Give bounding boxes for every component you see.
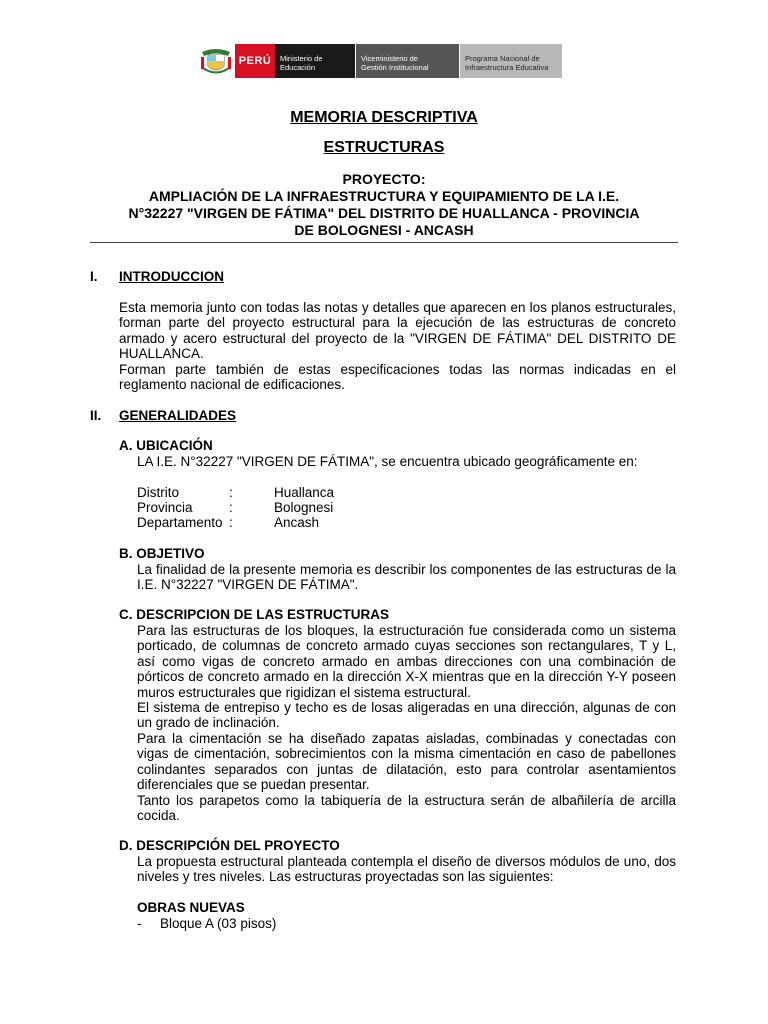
section-number: II.	[90, 408, 102, 423]
peru-brand: PERÚ	[235, 44, 275, 78]
estructuras-paragraph: El sistema de entrepiso y techo es de losas aligeradas en una dirección, algunas de con un grado de inclinación.	[137, 700, 676, 731]
location-label: Departamento	[137, 515, 223, 530]
section-title-introduccion: INTRODUCCION	[119, 269, 224, 284]
proyecto-text: La propuesta estructural planteada contempla el diseño de diversos módulos de uno, dos niveles y tres niveles. Las estructuras proyectadas son las siguientes:	[137, 854, 676, 885]
subsection-title-descripcion-estructuras: C. DESCRIPCION DE LAS ESTRUCTURAS	[119, 607, 390, 622]
project-line: AMPLIACIÓN DE LA INFRAESTRUCTURA Y EQUIPAMIENTO DE LA I.E.	[148, 188, 620, 204]
program-label: Programa Nacional de Infraestructura Educativa	[459, 44, 562, 78]
subsection-title-objetivo: B. OBJETIVO	[119, 546, 205, 561]
location-value: Ancash	[274, 515, 320, 530]
project-block	[100, 171, 668, 239]
section-title-generalidades: GENERALIDADES	[119, 408, 237, 423]
list-item-text: Bloque A (03 pisos)	[160, 916, 277, 931]
peru-coat-of-arms-icon	[197, 44, 235, 78]
project-line: N°32227 "VIRGEN DE FÁTIMA" DEL DISTRITO DE HUALLANCA - PROVINCIA	[128, 205, 640, 221]
location-label: Distrito	[137, 485, 180, 500]
estructuras-paragraph: Tanto los parapetos como la tabiquería de la estructura serán de albañilería de arcilla cocida.	[137, 793, 676, 824]
list-bullet: -	[137, 916, 142, 931]
section-number: I.	[90, 269, 98, 284]
ubicacion-text: LA I.E. N°32227 "VIRGEN DE FÁTIMA", se encuentra ubicado geográficamente en:	[137, 454, 638, 469]
location-value: Huallanca	[274, 485, 335, 500]
project-label: PROYECTO:	[342, 171, 426, 187]
location-sep: :	[229, 485, 233, 500]
location-sep: :	[229, 500, 233, 515]
document-title: MEMORIA DESCRIPTIVA	[290, 109, 478, 126]
location-value: Bolognesi	[274, 500, 334, 515]
subsection-title-descripcion-proyecto: D. DESCRIPCIÓN DEL PROYECTO	[119, 838, 340, 853]
objetivo-text: La finalidad de la presente memoria es describir los componentes de las estructuras de la I.E. N°32227 "VIRGEN DE FÁTIMA".	[137, 562, 676, 593]
estructuras-paragraph: Para la cimentación se ha diseñado zapatas aisladas, combinadas y conectadas con vigas de cimentación, sobrecimientos con la misma cimentación en caso de pabellones colindantes separados con juntas de dilatación, esto para controlar asentamientos diferenciales que se puedan presentar.	[137, 731, 676, 793]
document-subtitle: ESTRUCTURAS	[323, 139, 445, 156]
location-sep: :	[229, 515, 233, 530]
location-label: Provincia	[137, 500, 193, 515]
title-divider	[90, 242, 678, 243]
institutional-header	[197, 44, 562, 78]
project-line: DE BOLOGNESI - ANCASH	[294, 222, 474, 238]
obras-nuevas-heading: OBRAS NUEVAS	[137, 900, 245, 915]
intro-paragraph: Esta memoria junto con todas las notas y detalles que aparecen en los planos estructurales, forman parte del proyecto estructural para la ejecución de las estructuras de concreto armado y acero estructural del proyecto de la "VIRGEN DE FÁTIMA" DEL DISTRITO DE HUALLANCA.	[119, 300, 676, 362]
vice-ministry-label: Viceministerio de Gestión Institucional	[355, 44, 459, 78]
estructuras-paragraph: Para las estructuras de los bloques, la estructuración fue considerada como un sistema porticado, de columnas de concreto armado cuyas secciones son rectangulares, T y L, así como vigas de concreto armado en ambas direcciones con una combinación de pórticos de concreto armado en la dirección X-X mientras que en la dirección Y-Y poseen muros estructurales que rigidizan el sistema estructural.	[137, 623, 676, 700]
ministry-label: Ministerio de Educación	[275, 44, 355, 78]
intro-paragraph: Forman parte también de estas especificaciones todas las normas indicadas en el reglamento nacional de edificaciones.	[119, 362, 676, 393]
subsection-title-ubicacion: A. UBICACIÓN	[119, 438, 213, 453]
